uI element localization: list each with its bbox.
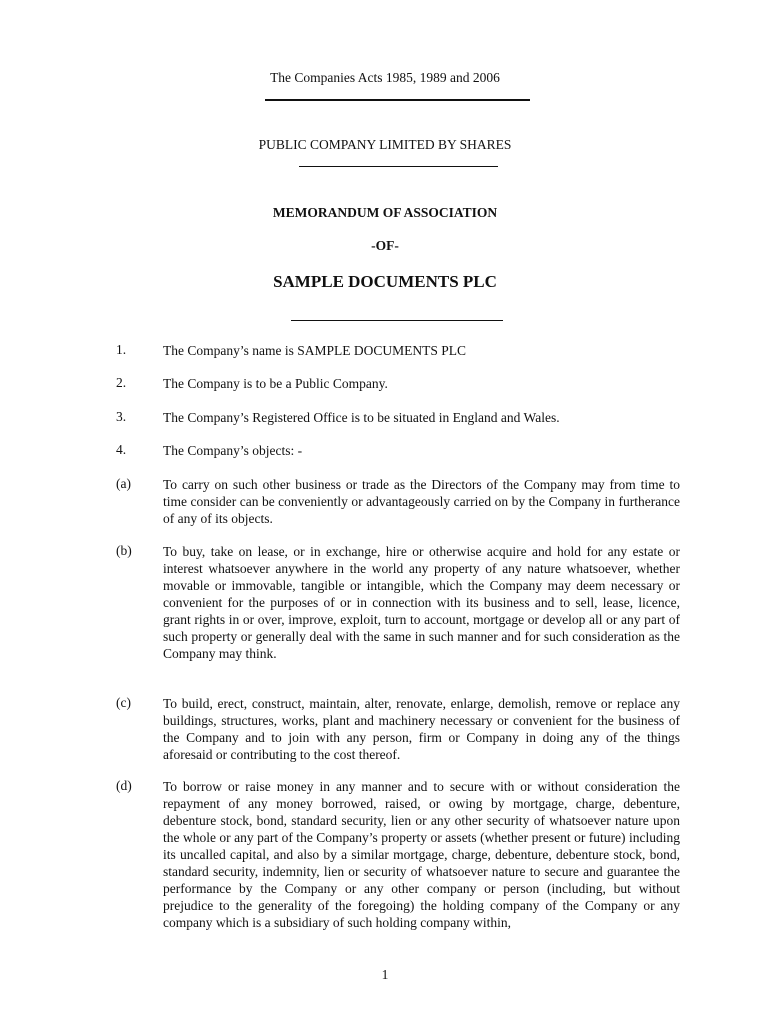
clause-number: 3. — [116, 409, 127, 424]
clause-number: 1. — [116, 342, 127, 357]
clause-text: The Company’s objects: - — [163, 443, 303, 458]
clause-text: To buy, take on lease, or in exchange, hire or otherwise acquire and hold for any estate or interest whatsoever anywhere in the world any property of any nature whatsoever, whether movable or immovable, tangible or intangible, which the Company may deem necessary or convenient for the purposes of or in connection with its business and to sell, lease, licence, grant rights in or over, improve, exploit, turn to account, mortgage or develop all or any part of such property or generally deal with the same in such manner and for such consideration as the Company may think. — [163, 544, 680, 661]
clause-text: To borrow or raise money in any manner and to secure with or without consideration the repayment of any money borrowed, raised, or owing by mortgage, charge, debenture, debenture stock, bond, standard security, lien or any other security of whatsoever nature upon the whole or any part of the Company’s property or assets (whether present or future) including its uncalled capital, and also by a similar mortgage, charge, debenture, debenture stock, bond, standard security, indemnity, lien or security of whatsoever nature to secure and guarantee the performance by the Company or any other company or person (including, but without prejudice to the generality of the foregoing) the holding company of the Company or any company which is a subsidiary of such holding company within, — [163, 779, 680, 930]
clause-number: 2. — [116, 375, 127, 390]
type-rule — [299, 166, 498, 167]
clause-text: To build, erect, construct, maintain, alter, renovate, enlarge, demolish, remove or replace any buildings, structures, works, plant and machinery necessary or convenient for the business of the Company and to join with any person, firm or Company in doing any of the things aforesaid or contributing to the cost thereof. — [163, 696, 680, 762]
page-number: 1 — [381, 967, 389, 982]
clause-number: (a) — [116, 476, 131, 491]
clause-text: The Company is to be a Public Company. — [163, 376, 388, 391]
company-type-heading: PUBLIC COMPANY LIMITED BY SHARES — [258, 137, 512, 152]
title-rule — [291, 320, 503, 321]
clause-number: 4. — [116, 442, 127, 457]
clause-number: (b) — [116, 543, 132, 558]
company-name-title: SAMPLE DOCUMENTS PLC — [273, 272, 497, 291]
clause-text: The Company’s Registered Office is to be situated in England and Wales. — [163, 410, 560, 425]
heading-rule — [265, 99, 530, 101]
clause-text: To carry on such other business or trade as the Directors of the Company may from time to time consider can be conveniently or advantageously carried on by the Company in furtherance of any of its objects. — [163, 477, 680, 526]
acts-heading: The Companies Acts 1985, 1989 and 2006 — [270, 70, 500, 85]
of-line: -OF- — [371, 238, 399, 253]
clause-number: (d) — [116, 778, 132, 793]
document-title: MEMORANDUM OF ASSOCIATION — [272, 205, 498, 220]
clause-text: The Company’s name is SAMPLE DOCUMENTS PLC — [163, 343, 467, 358]
clause-number: (c) — [116, 695, 131, 710]
